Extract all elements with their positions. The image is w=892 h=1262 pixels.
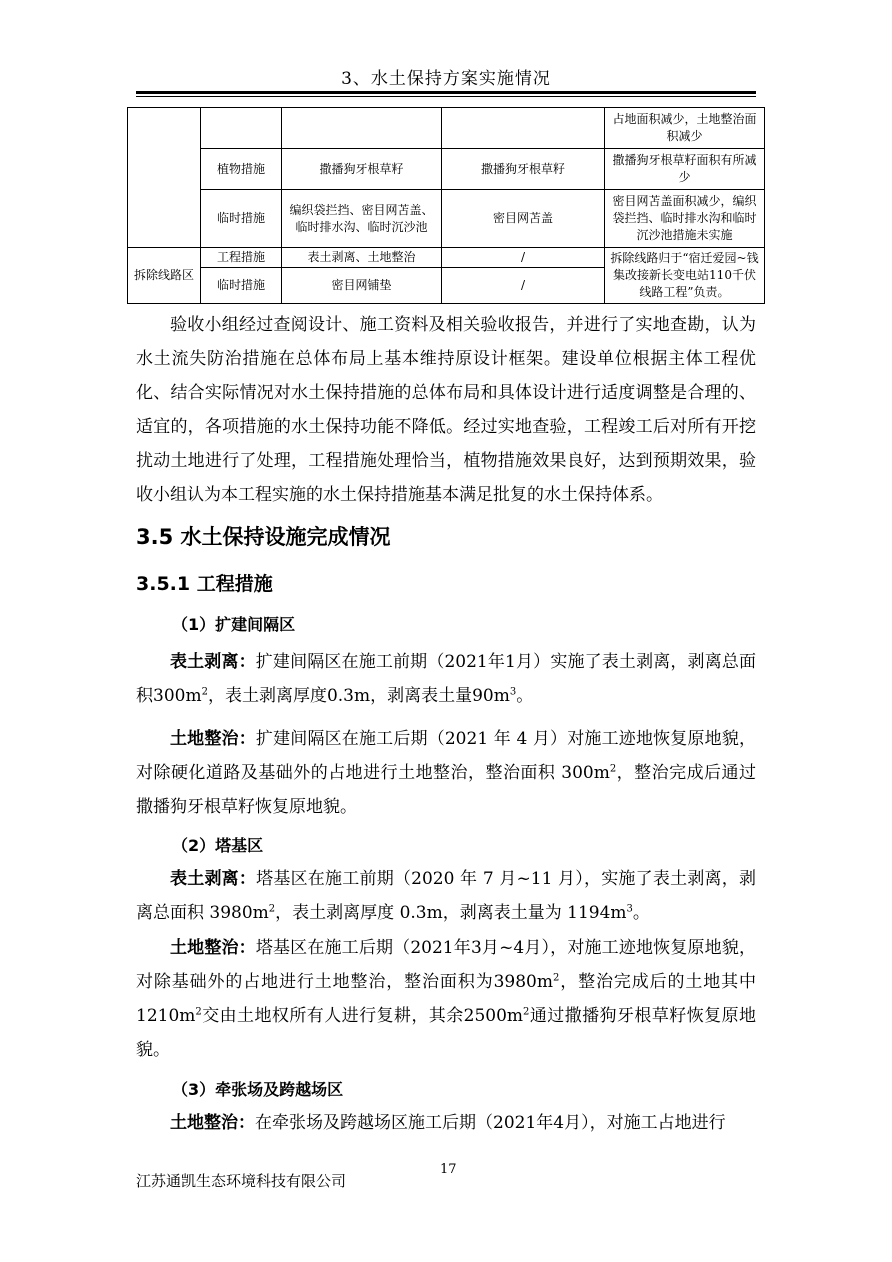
section-heading-3-5: 3.5 水土保持设施完成情况 — [136, 525, 391, 549]
subsection-title-2: （2）塔基区 — [172, 836, 264, 855]
paragraph-topsoil-stripping-1: 表土剥离：扩建间隔区在施工前期（2021年1月）实施了表土剥离，剥离总面积$300m^2$，表土剥离厚度0.3m，剥离表土量$90m^3$。 — [136, 652, 756, 706]
table-row — [128, 149, 765, 190]
paragraph-lead: 表土剥离： — [170, 652, 256, 672]
paragraph-lead: 土地整治： — [170, 938, 256, 958]
measures-table — [127, 107, 765, 304]
table-cell: / — [442, 268, 605, 304]
table-cell: 撒播狗牙根草籽面积有所减少 — [605, 149, 765, 190]
section-heading-3-5-1: 3.5.1 工程措施 — [136, 573, 273, 595]
paragraph-land-rehab-1: 土地整治：扩建间隔区在施工后期（2021 年 4 月）对施工迹地恢复原地貌，对除硬化道路及基础外的占地进行土地整治，整治面积 $300m^2$，整治完成后通过撒播狗牙根草籽恢复原地貌。 — [136, 729, 757, 817]
paragraph-lead: 土地整治： — [170, 1113, 255, 1133]
table-cell: 拆除线路归于“宿迁爱园~钱集改接新长变电站110千伏线路工程”负责。 — [605, 248, 765, 304]
paragraph-topsoil-stripping-2: 表土剥离：塔基区在施工前期（2020 年 7 月~11 月），实施了表土剥离，剥离总面积 $3980m^2$，表土剥离厚度 0.3m，剥离表土量为 $1194m^3$。 — [136, 869, 757, 923]
table-cell: 撒播狗牙根草籽 — [442, 149, 605, 190]
paragraph-land-rehab-3: 土地整治：在牵张场及跨越场区施工后期（2021年4月），对施工占地进行 — [170, 1113, 726, 1133]
table-cell: / — [442, 248, 605, 268]
table-cell: 撒播狗牙根草籽 — [282, 149, 442, 190]
table-cell: 密目网苫盖面积减少，编织袋拦挡、临时排水沟和临时沉沙池措施未实施 — [605, 190, 765, 248]
table-cell: 密目网苫盖 — [442, 190, 605, 248]
paragraph-lead: 土地整治： — [170, 729, 256, 749]
table-cell — [128, 108, 201, 248]
table-cell — [282, 108, 442, 149]
paragraph-lead: 表土剥离： — [170, 869, 257, 889]
subsection-title-1: （1）扩建间隔区 — [172, 615, 296, 634]
footer-company: 江苏通凯生态环境科技有限公司 — [136, 1172, 347, 1190]
page-number: 17 — [440, 1162, 457, 1177]
header-rule-thin — [136, 96, 756, 97]
table-row — [128, 190, 765, 248]
table-row — [128, 108, 765, 149]
table-cell: 临时措施 — [201, 268, 282, 304]
paragraph-land-rehab-2: 土地整治：塔基区在施工后期（2021年3月~4月），对施工迹地恢复原地貌，对除基础外的占地进行土地整治，整治面积为$3980m^2$，整治完成后的土地其中$1210m^2$交由土地权所有人进行复耕，其余$2500m^2$通过撒播狗牙根草籽恢复原地貌。 — [136, 938, 757, 1060]
table-cell — [442, 108, 605, 149]
table-cell — [201, 108, 282, 149]
table-cell: 编织袋拦挡、密目网苫盖、临时排水沟、临时沉沙池 — [282, 190, 442, 248]
page-header: 3、水土保持方案实施情况 — [341, 69, 551, 89]
table-cell: 占地面积减少，土地整治面积减少 — [605, 108, 765, 149]
table-cell: 临时措施 — [201, 190, 282, 248]
summary-paragraph: 验收小组经过查阅设计、施工资料及相关验收报告，并进行了实地查勘，认为水土流失防治措施在总体布局上基本维持原设计框架。建设单位根据主体工程优化、结合实际情况对水土保持措施的总体布局和具体设计进行适度调整是合理的、适宜的，各项措施的水土保持功能不降低。经过实地查验，工程竣工后对所有开挖扰动土地进行了处理，工程措施处理恰当，植物措施效果良好，达到预期效果，验收小组认为本工程实施的水土保持措施基本满足批复的水土保持体系。 — [136, 315, 756, 505]
header-rule-thick — [136, 91, 756, 94]
subsection-title-3: （3）牵张场及跨越场区 — [172, 1080, 344, 1099]
table-cell: 表土剥离、土地整治 — [282, 248, 442, 268]
table-cell: 密目网铺垫 — [282, 268, 442, 304]
table-cell: 工程措施 — [201, 248, 282, 268]
table-row — [128, 248, 765, 268]
table-cell: 植物措施 — [201, 149, 282, 190]
table-cell: 拆除线路区 — [128, 248, 201, 304]
